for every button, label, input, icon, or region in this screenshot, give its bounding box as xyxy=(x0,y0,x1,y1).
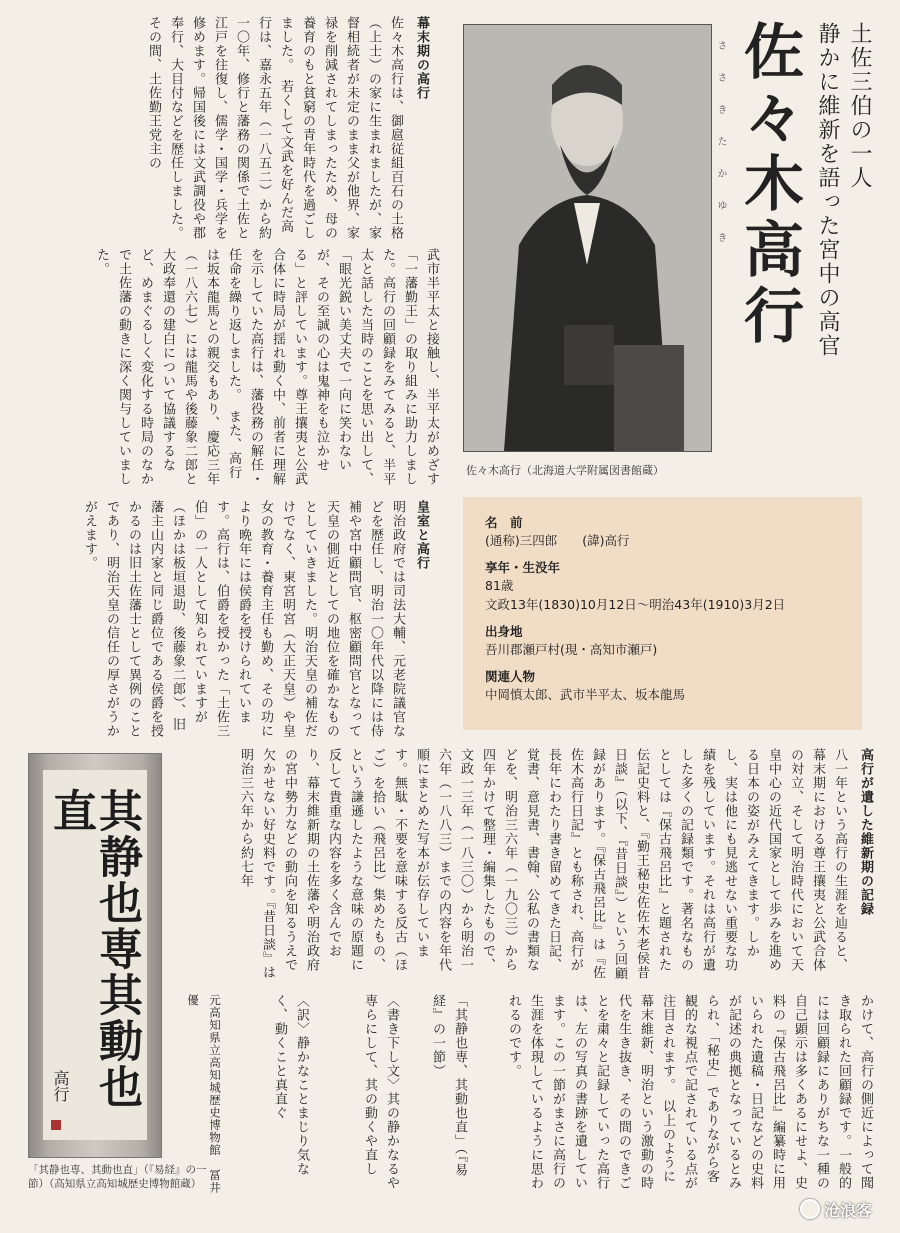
subtitle-line2: 静かに維新を語った宮中の高官 xyxy=(815,22,840,358)
section2-text[interactable]: 明治政府では司法大輔、元老院議官などを歴任し、明治一〇年代以降には侍補や宮中顧問官、枢密顧問官となって天皇の側近としての地位を確かなものとしていきました。明治天皇の補佐だけでなく、東宮明宮（大正天皇）や皇女の教育・養育主任も勤め、その功により晩年には侯爵を授けられています。高行は、伯爵を授かった「土佐三伯」の一人として知られていますが（ほかは板垣退助、後藤象二郎）、旧藩主山内家と同じ爵位である侯爵を授かるのは旧土佐藩士として異例のことであり、明治天皇の信任の厚さがうかがえます。 xyxy=(82,500,405,738)
birthplace-label: 出身地 xyxy=(485,624,523,639)
section1-text-right[interactable]: 佐々木高行は、御扈従組百石の土格（上士）の家に生まれましたが、家督相続者が未定のまま父が他界、家禄を削減されてしまったため、母の養育のもと貧窮の青年時代を過ごしました。 若くして文武を好んだ高行は、嘉永五年（一八五二）から約一〇年、修行と藩務の関係で土佐と江戸を往復し、儒学・国学・兵学を修めます。帰国後には文武調役や郡奉行、大目付などを歴任しました。 その間、土佐勤王党主の xyxy=(146,16,403,248)
watermark-text: 沧浪客 xyxy=(824,1201,873,1220)
section1-heading: 幕末期の高行 xyxy=(414,16,429,100)
portrait-figure-icon xyxy=(464,25,711,451)
article-author: 元高知県立高知城歴史博物館 冨井 優 xyxy=(186,994,222,1207)
dates-value: 文政13年(1830)10月12日～明治43年(1910)3月2日 xyxy=(485,597,786,612)
scroll-paper xyxy=(43,770,147,1140)
age-label: 享年・生没年 xyxy=(485,560,561,575)
quote-translation: 〈訳〉静かなことまじり気なく、動くこと真直ぐ xyxy=(272,994,309,1176)
birthplace-value: 吾川郡瀬戸村(現・高知市瀬戸) xyxy=(485,642,658,657)
watermark xyxy=(800,1198,890,1221)
watermark-logo-icon xyxy=(800,1199,820,1219)
portrait-photo xyxy=(463,24,712,452)
related-value: 中岡慎太郎、武市半平太、坂本龍馬 xyxy=(485,687,686,702)
section3-heading: 高行が遺した維新期の記録 xyxy=(858,748,873,916)
related-label: 関連人物 xyxy=(485,669,536,684)
calligraphy-signature: 高行 xyxy=(51,1070,70,1102)
age-value: 81歳 xyxy=(485,578,514,593)
section3-text-bottom[interactable]: かけて、高行の側近によって聞き取られた回顧録です。一般的には回顧録にありがちな一種の自己顕示は多くあるにせよ、史料の『保古飛呂比』編纂時に用いられた遺稿・日記などの史料が記述の典拠となっているとみられ、「秘史」でありながら客観的な視点で記されている点が注目されます。 以上のように幕末維新、明治という激動の時代を生き抜き、その間のできごとを粛々と記録していった高行は、左の写真の書跡を遺しています。この一節がまさに高行の生涯を体現しているように思われるのです。 xyxy=(506,994,873,1190)
scroll-caption: 「其静也専、其動也直」（『易経』の一節）（高知県立高知城歴史博物館蔵） xyxy=(28,1164,207,1190)
quote-kakikudashi: 〈書き下し文〉其の静かなるや専らにして、其の動くや直し xyxy=(362,994,399,1190)
section1-text-left[interactable]: 武市半平太と接触し、半平太がめざす「一藩勤王」の取り組みに助力しました。高行の回顧録をみてみると、半平太と話した当時のことを思い出して、「眼光鋭い美丈夫で一向に笑わないが、その至誠の心は鬼神をも泣かせる」と評しています。尊王攘夷と公武合体に時局が揺れ動く中、前者に理解を示していた高行は、藩役務の解任・任命を繰り返しました。 また、高行は坂本龍馬との親交もあり、慶応三年（一八六七）には龍馬や後藤象二郎と大政奉還の建白について協議するなど、めまぐるしく変化する時局のなかで土佐藩の動きに深く関与していました。 xyxy=(94,248,439,486)
section3-text-top[interactable]: 八一年という高行の生涯を辿ると、幕末期における尊王攘夷と公武合体の対立、そして明治時代において天皇中心の近代国家として歩みを進める日本の姿がみえてきます。しかし、実は他にも見逃せない重要な功績を残しています。それは高行が遺した多くの記録類です。著名なものとしては『保古飛呂比』と題された伝記史料と、『勤王秘史佐佐木老侯昔日談』（以下、『昔日談』）という回顧録があります。『保古飛呂比』は『佐佐木高行日記』とも称され、高行が長年にわたり書き留めてきた日記、覚書、意見書、書翰、公私の書類などを、明治三六年（一九〇三）から四年かけて整理・編集したもので、文政一三年（一八三〇）から明治一六年（一八八三）までの内容を年代順にまとめた写本が伝存しています。無駄・不要を意味する反古（ほご）を拾い（飛呂比）集めたもの、という謙遜したような意味の原題に反して貴重な内容を多く含んでおり、幕末維新期の土佐藩や明治政府の宮中勢力などの動向を知るうえで欠かせない好史料です。『昔日談』は明治三六年から約七年 xyxy=(238,748,847,981)
section2-heading: 皇室と高行 xyxy=(414,500,429,570)
subtitle-line1: 土佐三伯の一人 xyxy=(847,22,872,190)
seal-icon xyxy=(51,1120,61,1130)
calligraphy-left: 其動也直 xyxy=(45,788,142,1110)
profile-info-box xyxy=(463,497,862,730)
page-title: 佐々木高行 xyxy=(734,20,804,350)
title-reading: ささきたかゆき xyxy=(715,40,726,264)
name-value: (通称)三四郎 (諱)高行 xyxy=(485,533,630,548)
photo-caption: 佐々木高行（北海道大学附属図書館蔵） xyxy=(466,464,664,477)
calligraphy-right: 其静也専 xyxy=(91,788,142,972)
calligraphy-scroll xyxy=(28,753,162,1158)
name-label: 名 前 xyxy=(485,515,523,530)
quote-title: 「其静也専、其動也直」（『易経』の一節） xyxy=(430,994,467,1177)
